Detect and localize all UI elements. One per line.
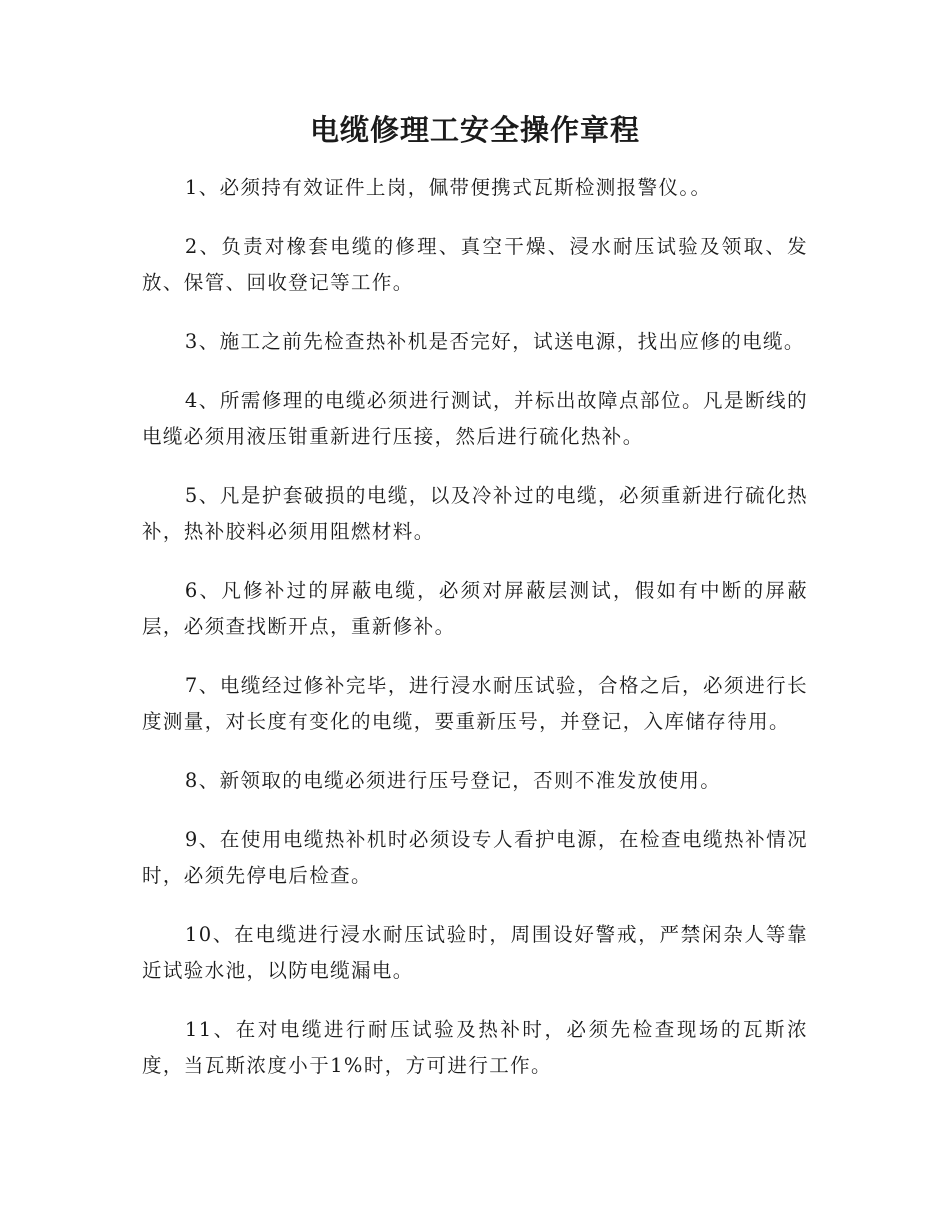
paragraph-4: 4、所需修理的电缆必须进行测试，并标出故障点部位。凡是断线的电缆必须用液压钳重新进行压接，然后进行硫化热补。 — [142, 389, 808, 448]
document-title: 电缆修理工安全操作章程 — [309, 113, 640, 147]
paragraph-1: 1、必须持有效证件上岗，佩带便携式瓦斯检测报警仪。。 — [184, 176, 712, 199]
paragraph-9: 9、在使用电缆热补机时必须设专人看护电源，在检查电缆热补情况时，必须先停电后检查。 — [142, 828, 808, 887]
paragraph-2: 2、负责对橡套电缆的修理、真空干燥、浸水耐压试验及领取、发放、保管、回收登记等工作。 — [142, 235, 808, 294]
paragraph-6: 6、凡修补过的屏蔽电缆，必须对屏蔽层测试，假如有中断的屏蔽层，必须查找断开点，重新修补。 — [142, 579, 808, 638]
paragraph-5: 5、凡是护套破损的电缆，以及冷补过的电缆，必须重新进行硫化热补，热补胶料必须用阻燃材料。 — [142, 484, 808, 543]
paragraph-10: 10、在电缆进行浸水耐压试验时，周围设好警戒，严禁闲杂人等靠近试验水池，以防电缆漏电。 — [142, 923, 808, 982]
paragraph-8: 8、新领取的电缆必须进行压号登记，否则不准发放使用。 — [184, 769, 722, 792]
paragraph-7: 7、电缆经过修补完毕，进行浸水耐压试验，合格之后，必须进行长度测量，对长度有变化的电缆，要重新压号，并登记，入库储存待用。 — [142, 674, 808, 733]
paragraph-11: 11、在对电缆进行耐压试验及热补时，必须先检查现场的瓦斯浓度，当瓦斯浓度小于1%时，方可进行工作。 — [142, 1018, 808, 1077]
paragraph-3: 3、施工之前先检查热补机是否完好，试送电源，找出应修的电缆。 — [184, 330, 805, 353]
